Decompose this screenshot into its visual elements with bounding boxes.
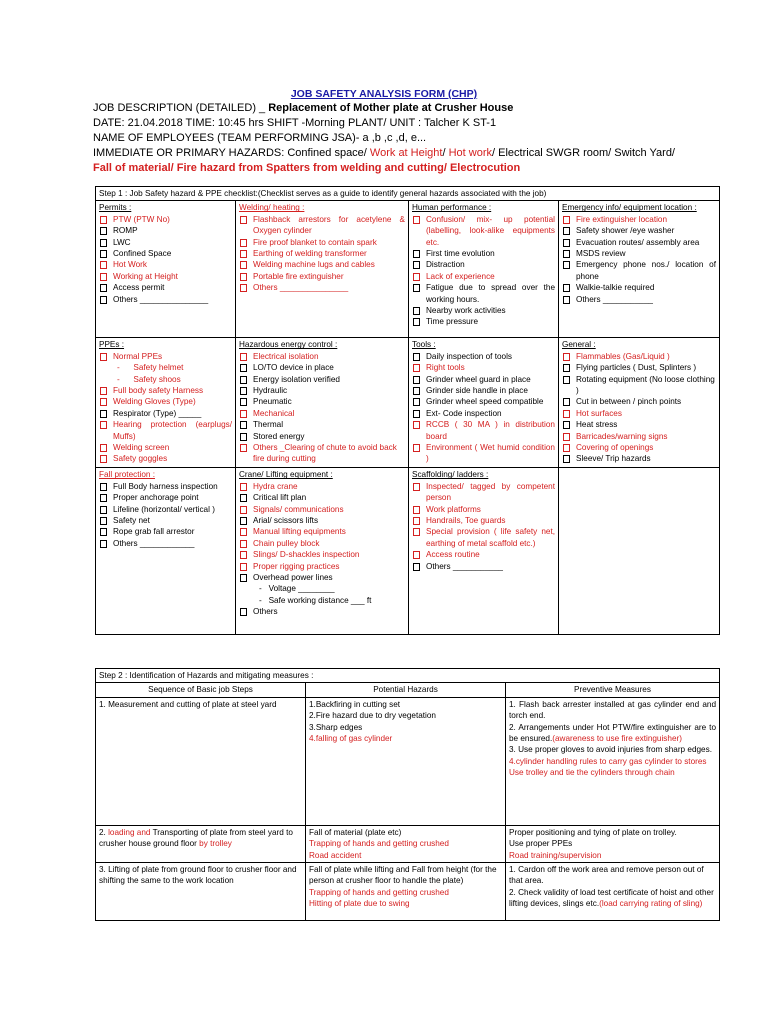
employees-line: NAME OF EMPLOYEES (TEAM PERFORMING JSA)- a ,b ,c ,d, e... bbox=[93, 132, 427, 144]
checkbox-icon bbox=[563, 239, 570, 247]
checkbox-icon bbox=[100, 494, 107, 502]
checklist-item[interactable]: Others _______________ bbox=[239, 282, 405, 293]
checklist-item[interactable]: Others ___________ bbox=[562, 294, 716, 305]
checkbox-icon bbox=[100, 216, 107, 224]
checkbox-icon bbox=[240, 284, 247, 292]
checklist-item[interactable]: Others ___________ bbox=[412, 561, 555, 572]
job-step-3: 3. Lifting of plate from ground floor to crusher floor and shifting the same to the work location bbox=[96, 863, 306, 921]
checklist-item[interactable]: Handrails, Toe guards bbox=[412, 515, 555, 526]
checkbox-icon bbox=[413, 364, 420, 372]
checklist-item[interactable]: Others _Clearing of chute to avoid back fire during cutting bbox=[239, 442, 405, 465]
checklist-item[interactable]: Critical lift plan bbox=[239, 492, 405, 503]
checkbox-icon bbox=[563, 376, 570, 384]
checkbox-icon bbox=[240, 353, 247, 361]
checkbox-icon bbox=[413, 483, 420, 491]
checkbox-icon bbox=[563, 455, 570, 463]
checklist-item[interactable]: Daily inspection of tools bbox=[412, 351, 555, 362]
checkbox-icon bbox=[413, 387, 420, 395]
checkbox-icon bbox=[240, 261, 247, 269]
checklist-item[interactable]: Grinder wheel speed compatible bbox=[412, 396, 555, 407]
ppes-cell bbox=[96, 338, 236, 468]
human-performance-cell bbox=[409, 201, 559, 338]
checkbox-icon bbox=[240, 398, 247, 406]
checklist-item[interactable]: Earthing of welding transformer bbox=[239, 248, 405, 259]
checkbox-icon bbox=[413, 250, 420, 258]
date-line: DATE: 21.04.2018 TIME: 10:45 hrs SHIFT -Morning PLANT/ UNIT : Talcher K ST-1 bbox=[93, 117, 497, 129]
checkbox-icon bbox=[100, 410, 107, 418]
checkbox-icon bbox=[100, 273, 107, 281]
checklist-item[interactable]: Nearby work activities bbox=[412, 305, 555, 316]
step1-table bbox=[95, 186, 720, 635]
checklist-item[interactable]: Respirator (Type) _____ bbox=[99, 408, 232, 419]
energy-control-cell bbox=[236, 338, 409, 468]
checkbox-icon bbox=[413, 398, 420, 406]
crane-sub-item: - Safe working distance ___ ft bbox=[259, 595, 372, 605]
permits-cell bbox=[96, 201, 236, 338]
measures-3: 1. Cardon off the work area and remove person out of that area. 2. Check validity of load test certificate of hoist and other lifting devices, slings etc.(load carrying rating of sling) bbox=[506, 863, 720, 921]
checklist-item[interactable]: Others bbox=[239, 606, 405, 617]
checklist-item[interactable]: Access routine bbox=[412, 549, 555, 560]
welding-title: Welding/ heating : bbox=[239, 203, 305, 213]
checklist-item[interactable]: Walkie-talkie required bbox=[562, 282, 716, 293]
checklist-item[interactable]: Hydra crane bbox=[239, 481, 405, 492]
job-description-line: JOB DESCRIPTION (DETAILED) _ Replacement of Mother plate at Crusher House bbox=[93, 102, 514, 114]
checkbox-icon bbox=[100, 353, 107, 361]
empty-cell bbox=[559, 468, 720, 635]
checkbox-icon bbox=[100, 506, 107, 514]
checklist-item[interactable]: Hot surfaces bbox=[562, 408, 716, 419]
checklist-item[interactable]: Portable fire extinguisher bbox=[239, 271, 405, 282]
checkbox-icon bbox=[240, 433, 247, 441]
checkbox-icon bbox=[240, 376, 247, 384]
checklist-item[interactable]: Flashback arrestors for acetylene & Oxygen cylinder bbox=[239, 214, 405, 237]
checkbox-icon bbox=[240, 421, 247, 429]
checklist-item[interactable]: Inspected/ tagged by competent person bbox=[412, 481, 555, 504]
checklist-item[interactable]: Flying particles ( Dust, Splinters ) bbox=[562, 362, 716, 373]
checklist-item[interactable]: Fire extinguisher location bbox=[562, 214, 716, 225]
checklist-item[interactable]: Sleeve/ Trip hazards bbox=[562, 453, 716, 464]
checklist-item[interactable]: Thermal bbox=[239, 419, 405, 430]
checkbox-icon bbox=[563, 364, 570, 372]
job-step-1: 1. Measurement and cutting of plate at steel yard bbox=[96, 697, 306, 825]
step2-heading: Step 2 : Identification of Hazards and mitigating measures : bbox=[96, 669, 720, 683]
checkbox-icon bbox=[240, 551, 247, 559]
checklist-item[interactable]: Lifeline (horizontal/ vertical ) bbox=[99, 504, 232, 515]
checkbox-icon bbox=[563, 433, 570, 441]
checklist-item[interactable]: Mechanical bbox=[239, 408, 405, 419]
checkbox-icon bbox=[413, 216, 420, 224]
checkbox-icon bbox=[240, 528, 247, 536]
checklist-item[interactable]: Confined Space bbox=[99, 248, 232, 259]
checkbox-icon bbox=[100, 421, 107, 429]
crane-sub-item: - Voltage ________ bbox=[259, 584, 335, 594]
checklist-item[interactable]: PTW (PTW No) bbox=[99, 214, 232, 225]
checkbox-icon bbox=[563, 227, 570, 235]
checklist-item[interactable]: Grinder side handle in place bbox=[412, 385, 555, 396]
scaffolding-cell bbox=[409, 468, 559, 635]
checkbox-icon bbox=[100, 296, 107, 304]
checkbox-icon bbox=[413, 528, 420, 536]
checklist-item[interactable]: Hot Work bbox=[99, 259, 232, 270]
ppe-sub-item: - Safety shoos bbox=[117, 374, 181, 384]
checklist-item[interactable]: Right tools bbox=[412, 362, 555, 373]
hazards-3: Fall of plate while lifting and Fall from height (for the person at crusher floor to handle the plate) Trapping of hands and getting crushed Hitting of plate due to swing bbox=[306, 863, 506, 921]
checkbox-icon bbox=[240, 364, 247, 372]
checkbox-icon bbox=[413, 284, 420, 292]
checklist-item[interactable]: Fatigue due to spread over the working hours. bbox=[412, 282, 555, 305]
checklist-item[interactable]: Welding machine lugs and cables bbox=[239, 259, 405, 270]
checklist-item[interactable]: Signals/ communications bbox=[239, 504, 405, 515]
checklist-item[interactable]: Ext- Code inspection bbox=[412, 408, 555, 419]
checklist-item[interactable]: Safety net bbox=[99, 515, 232, 526]
hazards-line: IMMEDIATE OR PRIMARY HAZARDS: Confined space/ Work at Height/ Hot work/ Electrical SWGR room/ Switch Yard/ bbox=[93, 147, 675, 159]
form-title: JOB SAFETY ANALYSIS FORM (CHP) bbox=[290, 88, 478, 100]
checkbox-icon bbox=[240, 506, 247, 514]
checklist-item[interactable]: Working at Height bbox=[99, 271, 232, 282]
tools-title: Tools : bbox=[412, 340, 436, 350]
measures-2: Proper positioning and tying of plate on trolley. Use proper PPEs Road training/supervision bbox=[506, 825, 720, 862]
checkbox-icon bbox=[413, 551, 420, 559]
checkbox-icon bbox=[413, 410, 420, 418]
checklist-item[interactable]: Access permit bbox=[99, 282, 232, 293]
checklist-item[interactable]: Work platforms bbox=[412, 504, 555, 515]
checkbox-icon bbox=[100, 528, 107, 536]
checklist-item[interactable]: Distraction bbox=[412, 259, 555, 270]
checklist-item[interactable]: Others _______________ bbox=[99, 294, 232, 305]
checkbox-icon bbox=[240, 216, 247, 224]
checkbox-icon bbox=[413, 421, 420, 429]
crane-lifting-cell bbox=[236, 468, 409, 635]
checklist-item[interactable]: Confusion/ mix- up potential (labelling, look-alike equipments etc. bbox=[412, 214, 555, 248]
checklist-item[interactable]: Manual lifting equipments bbox=[239, 526, 405, 537]
checkbox-icon bbox=[240, 444, 247, 452]
hazards-line-2: Fall of material/ Fire hazard from Spatters from welding and cutting/ Electrocution bbox=[93, 162, 521, 174]
checkbox-icon bbox=[100, 398, 107, 406]
checklist-item[interactable]: RCCB ( 30 MA ) in distribution board bbox=[412, 419, 555, 442]
checklist-item[interactable]: Safety shower /eye washer bbox=[562, 225, 716, 236]
checkbox-icon bbox=[100, 444, 107, 452]
checklist-item[interactable]: Energy isolation verified bbox=[239, 374, 405, 385]
checklist-item[interactable]: Barricades/warning signs bbox=[562, 431, 716, 442]
checkbox-icon bbox=[100, 483, 107, 491]
checkbox-icon bbox=[240, 410, 247, 418]
checkbox-icon bbox=[240, 239, 247, 247]
job-description-value: Replacement of Mother plate at Crusher House bbox=[268, 102, 514, 114]
job-step-2: 2. loading and Transporting of plate from steel yard to crusher house ground floor by trolley bbox=[96, 825, 306, 862]
emergency-title: Emergency info/ equipment location : bbox=[562, 203, 697, 213]
checkbox-icon bbox=[240, 494, 247, 502]
checkbox-icon bbox=[240, 574, 247, 582]
checkbox-icon bbox=[413, 563, 420, 571]
checklist-item[interactable]: Lack of experience bbox=[412, 271, 555, 282]
checkbox-icon bbox=[563, 284, 570, 292]
hazards-1: 1.Backfiring in cutting set 2.Fire hazard due to dry vegetation 3.Sharp edges 4.falling of gas cylinder bbox=[306, 697, 506, 825]
checklist-item[interactable]: Emergency phone nos./ location of phone bbox=[562, 259, 716, 282]
checklist-item[interactable]: Normal PPEs bbox=[99, 351, 232, 362]
checkbox-icon bbox=[413, 506, 420, 514]
checkbox-icon bbox=[563, 444, 570, 452]
checkbox-icon bbox=[413, 517, 420, 525]
checkbox-icon bbox=[100, 540, 107, 548]
human-title: Human performance : bbox=[412, 203, 492, 213]
step2-table bbox=[95, 668, 720, 921]
general-cell bbox=[559, 338, 720, 468]
fall-title: Fall protection : bbox=[99, 470, 155, 480]
checkbox-icon bbox=[413, 261, 420, 269]
checklist-item[interactable]: Hydraulic bbox=[239, 385, 405, 396]
step1-heading: Step 1 : Job Safety hazard & PPE checklist:(Checklist serves as a guide to identify general hazards associated with the job) bbox=[96, 187, 720, 201]
checklist-item[interactable]: Environment ( Wet humid condition ) bbox=[412, 442, 555, 465]
fall-protection-cell bbox=[96, 468, 236, 635]
checklist-item[interactable]: Proper anchorage point bbox=[99, 492, 232, 503]
checkbox-icon bbox=[413, 444, 420, 452]
checklist-item[interactable]: Hearing protection (earplugs/ Muffs) bbox=[99, 419, 232, 442]
checklist-item[interactable]: Electrical isolation bbox=[239, 351, 405, 362]
scaffold-title: Scaffolding/ ladders : bbox=[412, 470, 489, 480]
checklist-item[interactable]: Pneumatic bbox=[239, 396, 405, 407]
general-title: General : bbox=[562, 340, 596, 350]
checklist-item[interactable]: Cut in between / pinch points bbox=[562, 396, 716, 407]
checkbox-icon bbox=[240, 387, 247, 395]
checkbox-icon bbox=[240, 250, 247, 258]
checklist-item[interactable]: Slings/ D-shackles inspection bbox=[239, 549, 405, 560]
checklist-item[interactable]: ROMP bbox=[99, 225, 232, 236]
checkbox-icon bbox=[563, 421, 570, 429]
checkbox-icon bbox=[413, 353, 420, 361]
hazards-2: Fall of material (plate etc) Trapping of hands and getting crushed Road accident bbox=[306, 825, 506, 862]
checkbox-icon bbox=[100, 517, 107, 525]
crane-title: Crane/ Lifting equipment : bbox=[239, 470, 333, 480]
checklist-item[interactable]: First time evolution bbox=[412, 248, 555, 259]
col-header-hazards: Potential Hazards bbox=[306, 683, 506, 697]
checkbox-icon bbox=[100, 227, 107, 235]
energy-title: Hazardous energy control : bbox=[239, 340, 338, 350]
checkbox-icon bbox=[563, 353, 570, 361]
checkbox-icon bbox=[100, 455, 107, 463]
checkbox-icon bbox=[240, 608, 247, 616]
checkbox-icon bbox=[240, 273, 247, 281]
checklist-item[interactable]: Heat stress bbox=[562, 419, 716, 430]
checkbox-icon bbox=[100, 250, 107, 258]
checkbox-icon bbox=[413, 307, 420, 315]
checkbox-icon bbox=[240, 483, 247, 491]
checklist-item[interactable]: Special provision ( life safety net, earthing of metal scaffold etc.) bbox=[412, 526, 555, 549]
checkbox-icon bbox=[563, 296, 570, 304]
checkbox-icon bbox=[413, 376, 420, 384]
measures-1: 1. Flash back arrester installed at gas cylinder end and torch end. 2. Arrangements under Hot PTW/fire extinguisher are to be ensured.(awareness to use fire extinguisher) 3. Use proper gloves to avoid injuries from sharp edges. 4.cylinder handling rules to carry gas cylinder to stores Use trolley and tie the cylinders through chain bbox=[506, 697, 720, 825]
checklist-item[interactable]: Overhead power lines bbox=[239, 572, 405, 583]
checklist-item[interactable]: MSDS review bbox=[562, 248, 716, 259]
checklist-item[interactable]: Rope grab fall arrestor bbox=[99, 526, 232, 537]
checkbox-icon bbox=[413, 318, 420, 326]
checklist-item[interactable]: Fire proof blanket to contain spark bbox=[239, 237, 405, 248]
checklist-item[interactable]: LO/TO device in place bbox=[239, 362, 405, 373]
checklist-item[interactable]: Rotating equipment (No loose clothing ) bbox=[562, 374, 716, 397]
checklist-item[interactable]: Full Body harness inspection bbox=[99, 481, 232, 492]
checkbox-icon bbox=[413, 273, 420, 281]
checklist-item[interactable]: Others ____________ bbox=[99, 538, 232, 549]
checkbox-icon bbox=[563, 261, 570, 269]
checklist-item[interactable]: Welding Gloves (Type) bbox=[99, 396, 232, 407]
checkbox-icon bbox=[563, 410, 570, 418]
col-header-measures: Preventive Measures bbox=[506, 683, 720, 697]
checklist-item[interactable]: LWC bbox=[99, 237, 232, 248]
checkbox-icon bbox=[563, 398, 570, 406]
checkbox-icon bbox=[240, 563, 247, 571]
checklist-item[interactable]: Time pressure bbox=[412, 316, 555, 327]
checkbox-icon bbox=[100, 239, 107, 247]
checkbox-icon bbox=[240, 517, 247, 525]
checkbox-icon bbox=[563, 216, 570, 224]
emergency-cell bbox=[559, 201, 720, 338]
checklist-item[interactable]: Safety goggles bbox=[99, 453, 232, 464]
checklist-item[interactable]: Grinder wheel guard in place bbox=[412, 374, 555, 385]
checklist-item[interactable]: Full body safety Harness bbox=[99, 385, 232, 396]
col-header-steps: Sequence of Basic job Steps bbox=[96, 683, 306, 697]
ppe-sub-item: - Safety helmet bbox=[117, 363, 184, 373]
welding-cell bbox=[236, 201, 409, 338]
checkbox-icon bbox=[240, 540, 247, 548]
checklist-item[interactable]: Arial/ scissors lifts bbox=[239, 515, 405, 526]
checklist-item[interactable]: Flammables (Gas/Liquid ) bbox=[562, 351, 716, 362]
checkbox-icon bbox=[563, 250, 570, 258]
checklist-item[interactable]: Chain pulley block bbox=[239, 538, 405, 549]
checkbox-icon bbox=[100, 387, 107, 395]
checkbox-icon bbox=[100, 261, 107, 269]
permits-title: Permits : bbox=[99, 203, 132, 213]
checklist-item[interactable]: Proper rigging practices bbox=[239, 561, 405, 572]
checkbox-icon bbox=[100, 284, 107, 292]
checklist-item[interactable]: Covering of openings bbox=[562, 442, 716, 453]
checklist-item[interactable]: Welding screen bbox=[99, 442, 232, 453]
checklist-item[interactable]: Stored energy bbox=[239, 431, 405, 442]
tools-cell bbox=[409, 338, 559, 468]
checklist-item[interactable]: Evacuation routes/ assembly area bbox=[562, 237, 716, 248]
ppes-title: PPEs : bbox=[99, 340, 125, 350]
